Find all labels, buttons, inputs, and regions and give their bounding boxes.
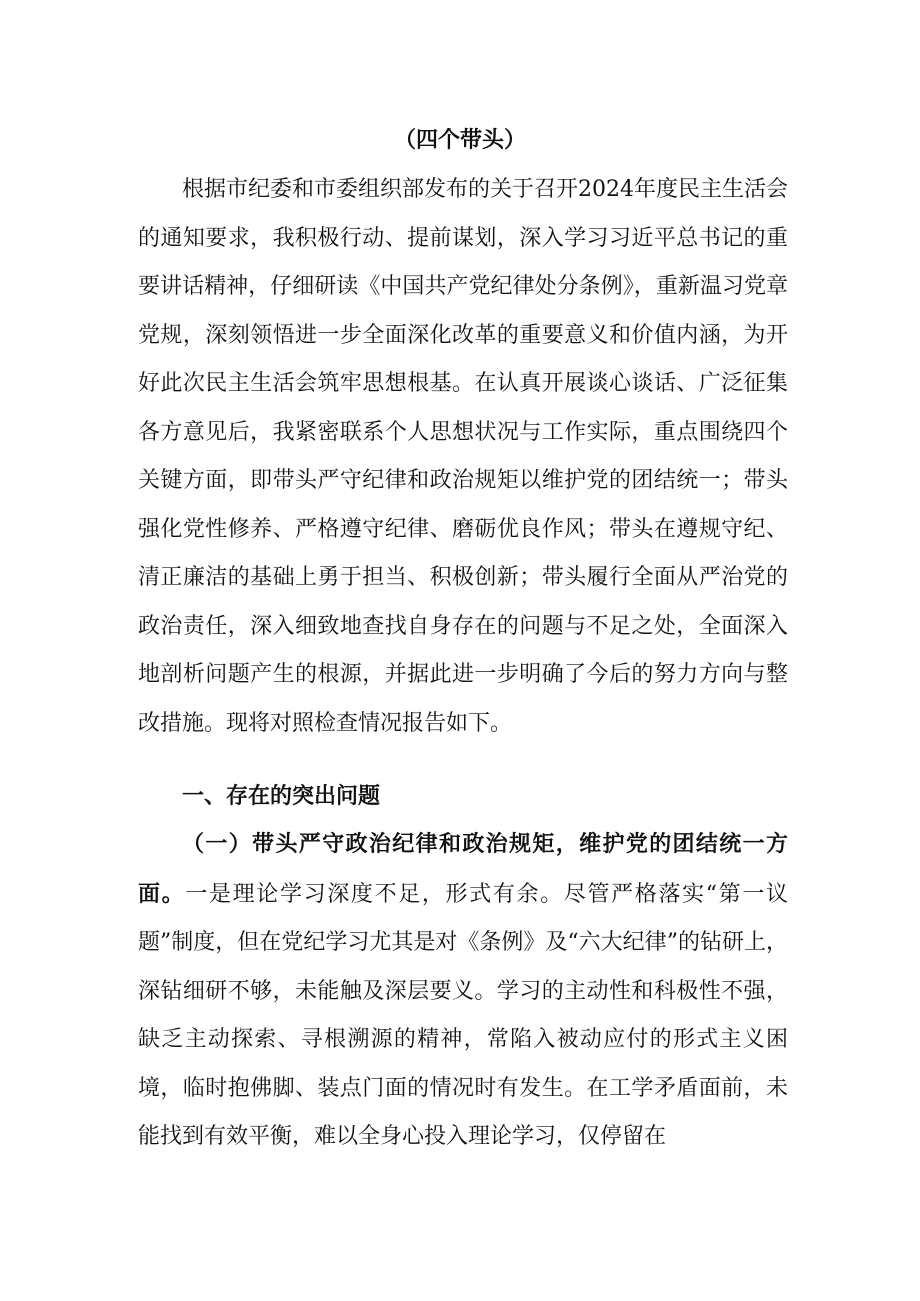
subsection-heading: （一）带头严守政治纪律和政治规矩，维护党的团结统一方面。 — [138, 831, 788, 907]
body-paragraph-text: 一是理论学习深度不足，形式有余。尽管严格落实“第一议题”制度，但在党纪学习尤其是对《条例》及“六大纪律”的钻研上，深钻细研不够，未能触及深层要义。学习的主动性和科极性不强，缺乏主动探索、寻根溯源的精神，常陷入被动应付的形式主义困境，临时抱佛脚、装点门面的情况时有发生。在工学矛盾面前，未能找到有效平衡，难以全身心投入理论学习，仅停留在 — [138, 881, 788, 1149]
intro-paragraph: 根据市纪委和市委组织部发布的关于召开2024年度民主生活会的通知要求，我积极行动、提前谋划，深入学习习近平总书记的重要讲话精神，仔细研读《中国共产党纪律处分条例》，重新温习党章党规，深刻领悟进一步全面深化改革的重要意义和价值内涵，为开好此次民主生活会筑牢思想根基。在认真开展谈心谈话、广泛征集各方意见后，我紧密联系个人思想状况与工作实际，重点围绕四个关键方面，即带头严守纪律和政治规矩以维护党的团结统一；带头强化党性修养、严格遵守纪律、磨砺优良作风；带头在遵规守纪、清正廉洁的基础上勇于担当、积极创新；带头履行全面从严治党的政治责任，深入细致地查找自身存在的问题与不足之处，全面深入地剖析问题产生的根源，并据此进一步明确了今后的努力方向与整改措施。现将对照检查情况报告如下。 — [138, 177, 788, 736]
body-paragraph — [138, 820, 788, 1162]
document-title: （四个带头） — [393, 127, 526, 153]
section-heading: 一、存在的突出问题 — [182, 783, 381, 809]
